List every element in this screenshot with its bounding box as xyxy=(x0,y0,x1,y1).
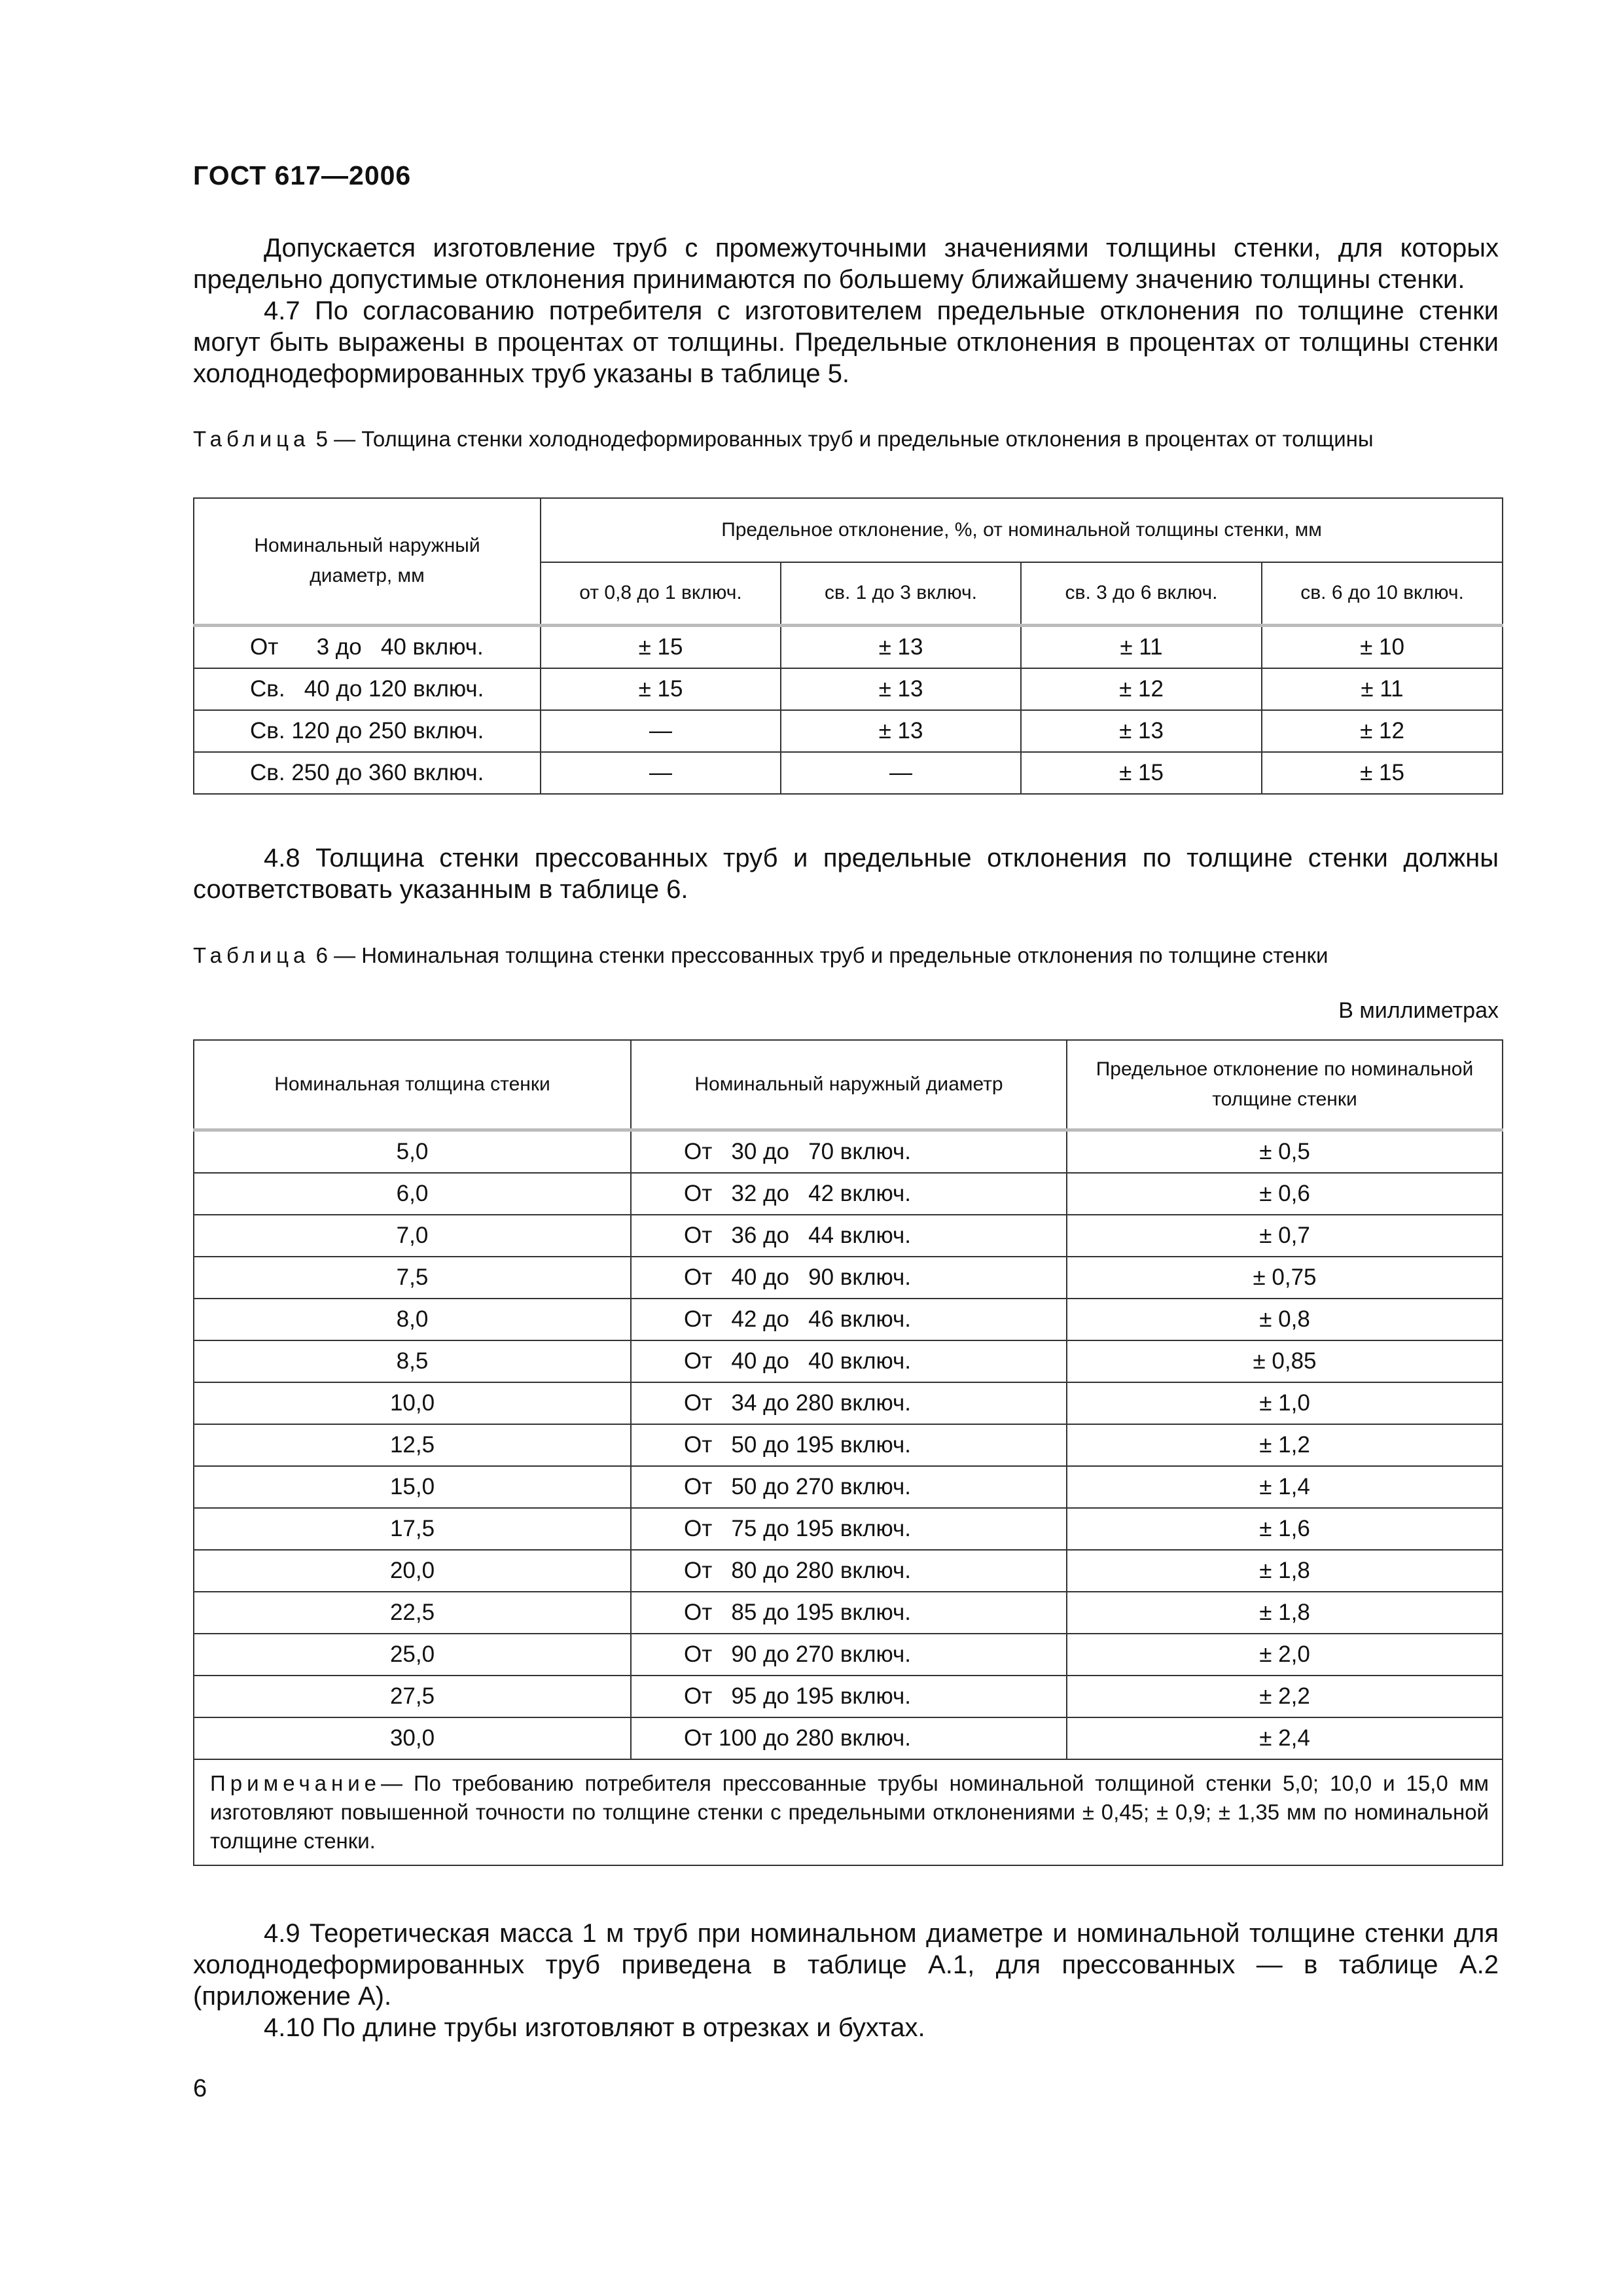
table6-row xyxy=(194,1634,1503,1676)
table5-subheader: св. 6 до 10 включ. xyxy=(1262,562,1503,625)
table5-caption-text: 5 — Толщина стенки холоднодеформированных труб и предельные отклонения в процентах от толщины xyxy=(315,427,1374,451)
table6-wall-cell: 20,0 xyxy=(194,1550,631,1592)
table6-wall-cell: 8,0 xyxy=(194,1299,631,1340)
table5 xyxy=(193,497,1503,795)
table6-deviation-cell: ± 2,2 xyxy=(1067,1676,1503,1717)
table6-wall-cell: 8,5 xyxy=(194,1340,631,1382)
table6-diameter-cell: От 50 до 195 включ. xyxy=(631,1424,1067,1466)
table5-diameter-cell: От 3 до 40 включ. xyxy=(194,625,541,668)
table6-wall-cell: 7,0 xyxy=(194,1215,631,1257)
table6-diameter-cell: От 90 до 270 включ. xyxy=(631,1634,1067,1676)
table6-diameter-cell: От 80 до 280 включ. xyxy=(631,1550,1067,1592)
table5-row xyxy=(194,625,1503,668)
table5-deviation-cell: ± 13 xyxy=(781,668,1021,710)
table5-deviation-cell: ± 13 xyxy=(781,710,1021,752)
table6-deviation-cell: ± 1,6 xyxy=(1067,1508,1503,1550)
page-number: 6 xyxy=(193,2075,207,2102)
table5-deviation-cell: ± 13 xyxy=(781,625,1021,668)
table6-caption xyxy=(193,941,1499,971)
table6-note xyxy=(194,1759,1503,1865)
table6-row xyxy=(194,1592,1503,1634)
table5-caption-label: Таблица xyxy=(193,427,310,451)
table6-header-diameter: Номинальный наружный диаметр xyxy=(631,1040,1067,1130)
document-header: ГОСТ 617—2006 xyxy=(193,160,412,190)
table6-deviation-cell: ± 1,8 xyxy=(1067,1550,1503,1592)
table6-deviation-cell: ± 1,8 xyxy=(1067,1592,1503,1634)
table6-row xyxy=(194,1173,1503,1215)
table6-row xyxy=(194,1676,1503,1717)
table6-header-wall: Номинальная толщина стенки xyxy=(194,1040,631,1130)
paragraph-intermediate-values: Допускается изготовление труб с промежуточными значениями толщины стенки, для которых предельно допустимые отклонения принимаются по большему ближайшему значению толщины стенки. xyxy=(193,234,1499,294)
paragraph-4-10: 4.10 По длине трубы изготовляют в отрезках и бухтах. xyxy=(264,2013,925,2042)
table5-deviation-cell: ± 11 xyxy=(1021,625,1262,668)
paragraph-4-7: 4.7 По согласованию потребителя с изготовителем предельные отклонения по толщине стенки могут быть выражены в процентах от толщины. Предельные отклонения в процентах от толщины стенки холоднодеформированных труб указаны в таблице 5. xyxy=(193,296,1499,388)
table6-deviation-cell: ± 1,0 xyxy=(1067,1382,1503,1424)
table6-diameter-cell: От 36 до 44 включ. xyxy=(631,1215,1067,1257)
table5-row xyxy=(194,710,1503,752)
table5-header-diameter: Номинальный наружный диаметр, мм xyxy=(194,498,541,625)
table5-deviation-cell: — xyxy=(541,710,781,752)
table6-caption-label: Таблица xyxy=(193,943,310,967)
table6-wall-cell: 7,5 xyxy=(194,1257,631,1299)
table6-deviation-cell: ± 2,4 xyxy=(1067,1717,1503,1759)
table6-wall-cell: 22,5 xyxy=(194,1592,631,1634)
table6-diameter-cell: От 34 до 280 включ. xyxy=(631,1382,1067,1424)
table5-diameter-cell: Св. 120 до 250 включ. xyxy=(194,710,541,752)
table5-deviation-cell: ± 15 xyxy=(1021,752,1262,794)
table6-deviation-cell: ± 0,5 xyxy=(1067,1130,1503,1173)
table6-wall-cell: 30,0 xyxy=(194,1717,631,1759)
table6-row xyxy=(194,1382,1503,1424)
table6-row xyxy=(194,1466,1503,1508)
table6-wall-cell: 12,5 xyxy=(194,1424,631,1466)
table6-row xyxy=(194,1215,1503,1257)
table5-subheader: от 0,8 до 1 включ. xyxy=(541,562,781,625)
table6-deviation-cell: ± 1,4 xyxy=(1067,1466,1503,1508)
table6-diameter-cell: От 40 до 40 включ. xyxy=(631,1340,1067,1382)
table5-deviation-cell: ± 13 xyxy=(1021,710,1262,752)
table6-header-deviation: Предельное отклонение по номинальной толщине стенки xyxy=(1067,1040,1503,1130)
table6-deviation-cell: ± 2,0 xyxy=(1067,1634,1503,1676)
table6-wall-cell: 10,0 xyxy=(194,1382,631,1424)
table6-row xyxy=(194,1257,1503,1299)
table6 xyxy=(193,1039,1503,1866)
table5-deviation-cell: — xyxy=(781,752,1021,794)
table6-note-text: — По требованию потребителя прессованные трубы номинальной толщиной стенки 5,0; 10,0 и 15,0 мм изготовляют повышенной точности по толщине стенки с предельными отклонениями ± 0,45; ± 0,9; ± 1,35 мм по номинальной толщине стенки. xyxy=(210,1770,1489,1853)
table6-caption-text: 6 — Номинальная толщина стенки прессованных труб и предельные отклонения по толщине стенки xyxy=(315,943,1329,967)
table6-row xyxy=(194,1550,1503,1592)
table6-diameter-cell: От 32 до 42 включ. xyxy=(631,1173,1067,1215)
table5-caption xyxy=(193,424,1499,454)
table6-row xyxy=(194,1424,1503,1466)
table6-deviation-cell: ± 1,2 xyxy=(1067,1424,1503,1466)
table6-note-label: Примечание xyxy=(210,1770,382,1795)
table6-deviation-cell: ± 0,75 xyxy=(1067,1257,1503,1299)
table5-row xyxy=(194,668,1503,710)
table6-wall-cell: 15,0 xyxy=(194,1466,631,1508)
table5-row xyxy=(194,752,1503,794)
table5-deviation-cell: — xyxy=(541,752,781,794)
table6-row xyxy=(194,1340,1503,1382)
table6-diameter-cell: От 42 до 46 включ. xyxy=(631,1299,1067,1340)
table6-deviation-cell: ± 0,6 xyxy=(1067,1173,1503,1215)
table6-wall-cell: 27,5 xyxy=(194,1676,631,1717)
table5-deviation-cell: ± 15 xyxy=(1262,752,1503,794)
table5-subheader: св. 3 до 6 включ. xyxy=(1021,562,1262,625)
table6-diameter-cell: От 50 до 270 включ. xyxy=(631,1466,1067,1508)
table6-row xyxy=(194,1299,1503,1340)
table5-subheader: св. 1 до 3 включ. xyxy=(781,562,1021,625)
table6-diameter-cell: От 100 до 280 включ. xyxy=(631,1717,1067,1759)
table5-header-deviation-group: Предельное отклонение, %, от номинальной толщины стенки, мм xyxy=(541,498,1503,562)
table6-row xyxy=(194,1130,1503,1173)
table6-wall-cell: 17,5 xyxy=(194,1508,631,1550)
table6-units: В миллиметрах xyxy=(1338,998,1499,1023)
table6-wall-cell: 5,0 xyxy=(194,1130,631,1173)
table5-deviation-cell: ± 15 xyxy=(541,625,781,668)
table5-diameter-cell: Св. 250 до 360 включ. xyxy=(194,752,541,794)
table6-wall-cell: 25,0 xyxy=(194,1634,631,1676)
table6-row xyxy=(194,1717,1503,1759)
table6-diameter-cell: От 40 до 90 включ. xyxy=(631,1257,1067,1299)
table6-diameter-cell: От 85 до 195 включ. xyxy=(631,1592,1067,1634)
table6-deviation-cell: ± 0,8 xyxy=(1067,1299,1503,1340)
table6-row xyxy=(194,1508,1503,1550)
table6-deviation-cell: ± 0,85 xyxy=(1067,1340,1503,1382)
table5-diameter-cell: Св. 40 до 120 включ. xyxy=(194,668,541,710)
table5-deviation-cell: ± 11 xyxy=(1262,668,1503,710)
table5-deviation-cell: ± 12 xyxy=(1021,668,1262,710)
table5-deviation-cell: ± 12 xyxy=(1262,710,1503,752)
table5-deviation-cell: ± 10 xyxy=(1262,625,1503,668)
table6-deviation-cell: ± 0,7 xyxy=(1067,1215,1503,1257)
table5-deviation-cell: ± 15 xyxy=(541,668,781,710)
paragraph-4-8: 4.8 Толщина стенки прессованных труб и предельные отклонения по толщине стенки должны соответствовать указанным в таблице 6. xyxy=(193,844,1499,904)
table6-diameter-cell: От 95 до 195 включ. xyxy=(631,1676,1067,1717)
table6-wall-cell: 6,0 xyxy=(194,1173,631,1215)
table6-diameter-cell: От 30 до 70 включ. xyxy=(631,1130,1067,1173)
paragraph-4-9: 4.9 Теоретическая масса 1 м труб при номинальном диаметре и номинальной толщине стенки для холоднодеформированных труб приведена в таблице А.1, для прессованных — в таблице А.2 (приложение А). xyxy=(193,1919,1499,2011)
table6-diameter-cell: От 75 до 195 включ. xyxy=(631,1508,1067,1550)
